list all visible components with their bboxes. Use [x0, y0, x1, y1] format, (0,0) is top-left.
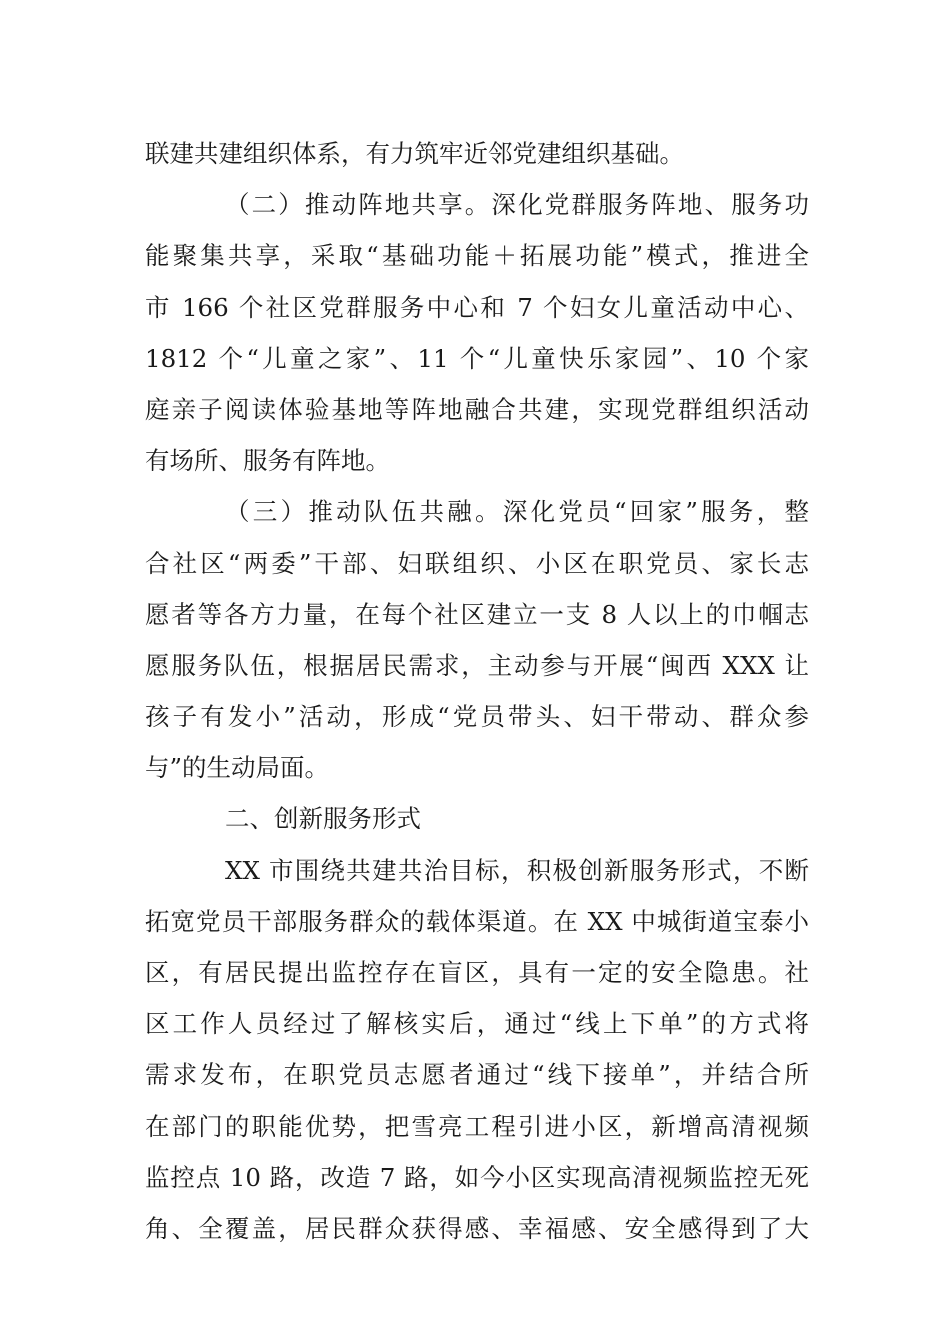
paragraph-line: 角、全覆盖，居民群众获得感、幸福感、安全感得到了大 — [145, 1213, 809, 1243]
paragraph-line: 与”的生动局面。 — [145, 753, 330, 783]
paragraph-line: 在部门的职能优势，把雪亮工程引进小区，新增高清视频 — [145, 1111, 809, 1141]
paragraph-line: XX 市围绕共建共治目标，积极创新服务形式，不断 — [225, 855, 809, 885]
paragraph-line: 孩子有发小”活动，形成“党员带头、妇干带动、群众参 — [145, 702, 809, 732]
document-body — [145, 128, 809, 1254]
paragraph-line: 区工作人员经过了解核实后，通过“线上下单”的方式将 — [145, 1009, 809, 1039]
paragraph-line: 愿者等各方力量，在每个社区建立一支 8 人以上的巾帼志 — [145, 599, 809, 629]
paragraph-line: 合社区“两委”干部、妇联组织、小区在职党员、家长志 — [145, 548, 809, 578]
paragraph-line: 需求发布，在职党员志愿者通过“线下接单”，并结合所 — [145, 1060, 809, 1090]
paragraph-line: 能聚集共享，采取“基础功能＋拓展功能”模式，推进全 — [145, 241, 809, 271]
paragraph-line: 联建共建组织体系，有力筑牢近邻党建组织基础。 — [145, 139, 684, 168]
paragraph-line: 有场所、服务有阵地。 — [145, 446, 390, 476]
paragraph-line: （二）推动阵地共享。深化党群服务阵地、服务功 — [225, 190, 809, 220]
paragraph-line: 1812 个“儿童之家”、11 个“儿童快乐家园”、10 个家 — [145, 343, 809, 373]
paragraph-line: 拓宽党员干部服务群众的载体渠道。在 XX 中城街道宝泰小 — [145, 906, 809, 936]
paragraph-line: 庭亲子阅读体验基地等阵地融合共建，实现党群组织活动 — [145, 394, 809, 424]
section-heading: 二、创新服务形式 — [225, 804, 421, 834]
paragraph-line: （三）推动队伍共融。深化党员“回家”服务，整 — [225, 497, 809, 527]
paragraph-line: 区，有居民提出监控存在盲区，具有一定的安全隐患。社 — [145, 958, 809, 987]
paragraph-line: 愿服务队伍，根据居民需求，主动参与开展“闽西 XXX 让 — [145, 650, 809, 680]
paragraph-line: 监控点 10 路，改造 7 路，如今小区实现高清视频监控无死 — [145, 1162, 809, 1192]
paragraph-line: 市 166 个社区党群服务中心和 7 个妇女儿童活动中心、 — [145, 292, 809, 322]
